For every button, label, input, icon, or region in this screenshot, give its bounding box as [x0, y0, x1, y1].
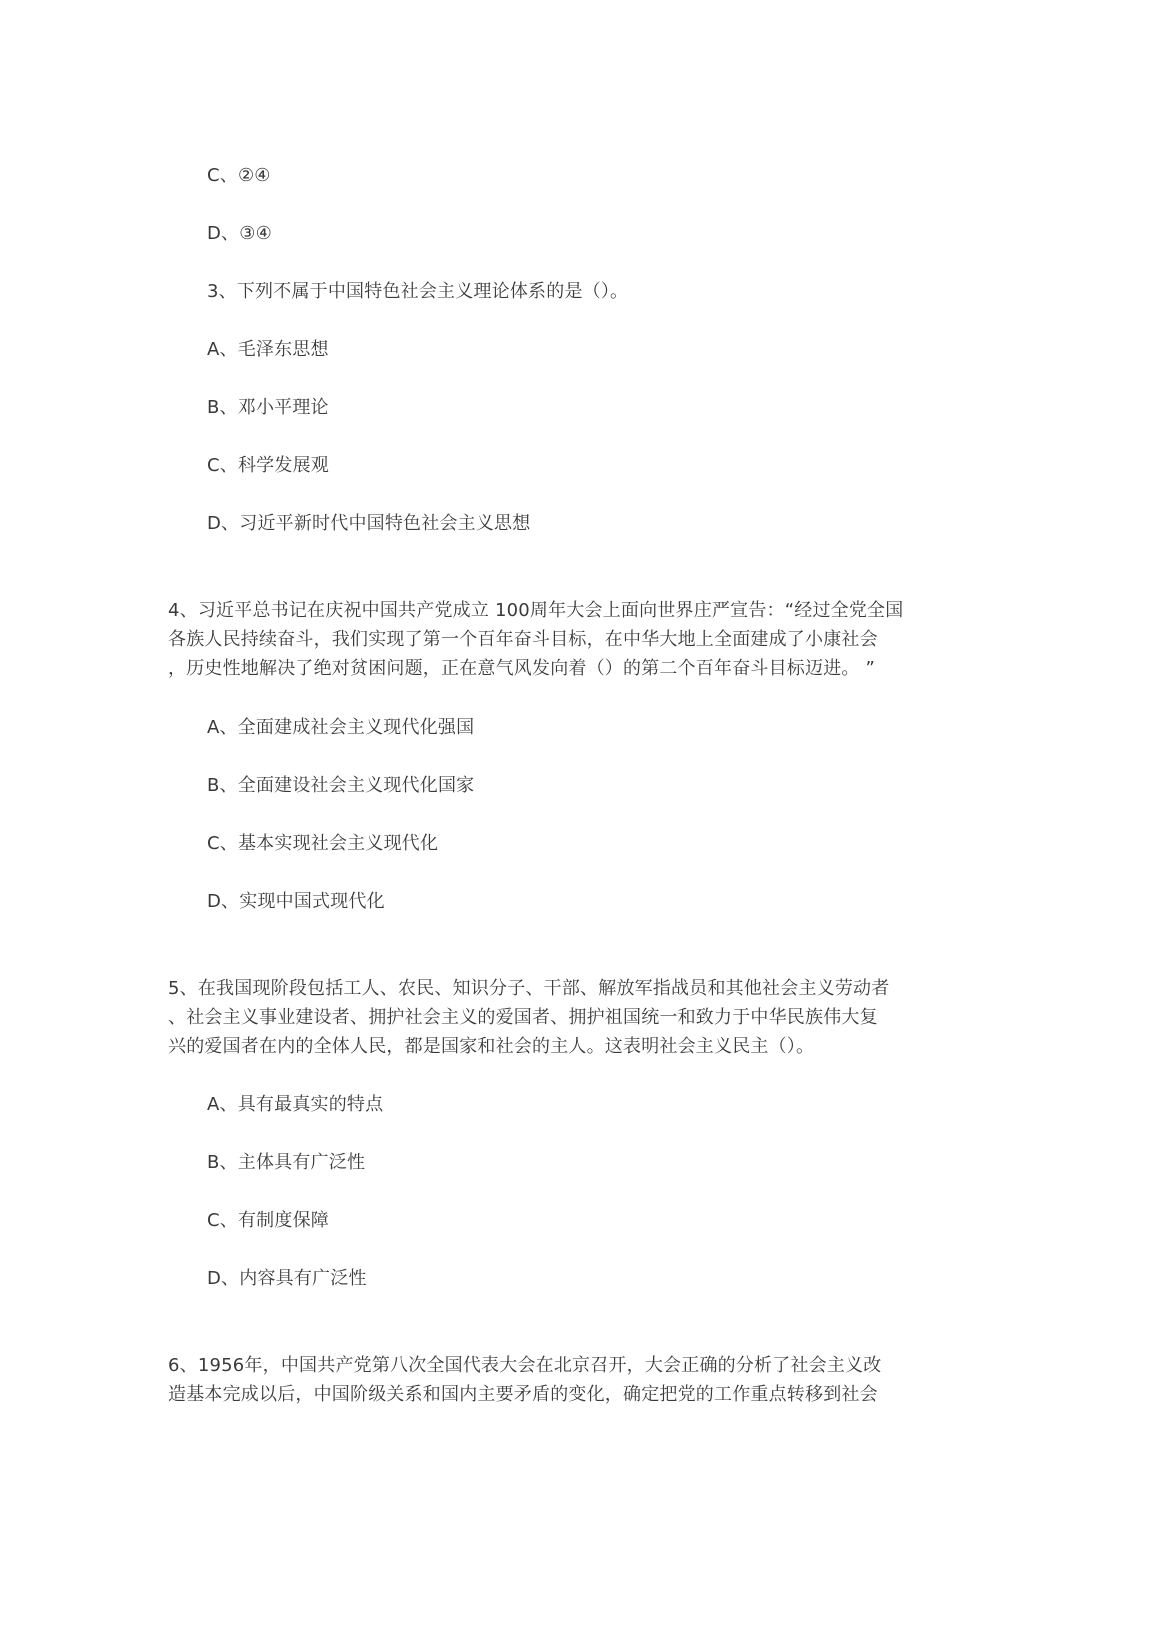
q5-option-c: C、有制度保障	[207, 1210, 329, 1231]
q4-option-d: D、实现中国式现代化	[207, 891, 385, 912]
q2-option-c: C、②④	[207, 165, 271, 186]
q3-option-c: C、科学发展观	[207, 455, 329, 476]
q4-option-b: B、全面建设社会主义现代化国家	[207, 775, 475, 796]
q4-stem-line-1: 4、习近平总书记在庆祝中国共产党成立 100周年大会上面向世界庄严宣告：“经过全党全国	[168, 600, 904, 621]
q2-option-d: D、③④	[207, 223, 272, 244]
q5-stem-line-2: 、社会主义事业建设者、拥护社会主义的爱国者、拥护祖国统一和致力于中华民族伟大复	[168, 1007, 878, 1028]
q4-option-c: C、基本实现社会主义现代化	[207, 833, 439, 854]
q5-option-d: D、内容具有广泛性	[207, 1268, 367, 1289]
q5-stem-line-1: 5、在我国现阶段包括工人、农民、知识分子、干部、解放军指战员和其他社会主义劳动者	[168, 978, 890, 999]
q5-option-b: B、主体具有广泛性	[207, 1152, 366, 1173]
q3-option-a: A、毛泽东思想	[207, 339, 329, 360]
q6-stem-line-1: 6、1956年，中国共产党第八次全国代表大会在北京召开，大会正确的分析了社会主义改	[168, 1355, 882, 1376]
q6-stem-line-2: 造基本完成以后，中国阶级关系和国内主要矛盾的变化，确定把党的工作重点转移到社会	[168, 1384, 878, 1405]
q3-option-d: D、习近平新时代中国特色社会主义思想	[207, 513, 531, 534]
q4-option-a: A、全面建成社会主义现代化强国	[207, 717, 475, 738]
q4-stem-line-2: 各族人民持续奋斗，我们实现了第一个百年奋斗目标，在中华大地上全面建成了小康社会	[168, 629, 878, 650]
q3-option-b: B、邓小平理论	[207, 397, 329, 418]
q5-option-a: A、具有最真实的特点	[207, 1094, 384, 1115]
q3-stem: 3、下列不属于中国特色社会主义理论体系的是（）。	[207, 281, 629, 302]
q5-stem-line-3: 兴的爱国者在内的全体人民，都是国家和社会的主人。这表明社会主义民主（）。	[168, 1036, 815, 1057]
q4-stem-line-3: ，历史性地解决了绝对贫困问题，正在意气风发向着（）的第二个百年奋斗目标迈进。 ”	[168, 658, 876, 679]
